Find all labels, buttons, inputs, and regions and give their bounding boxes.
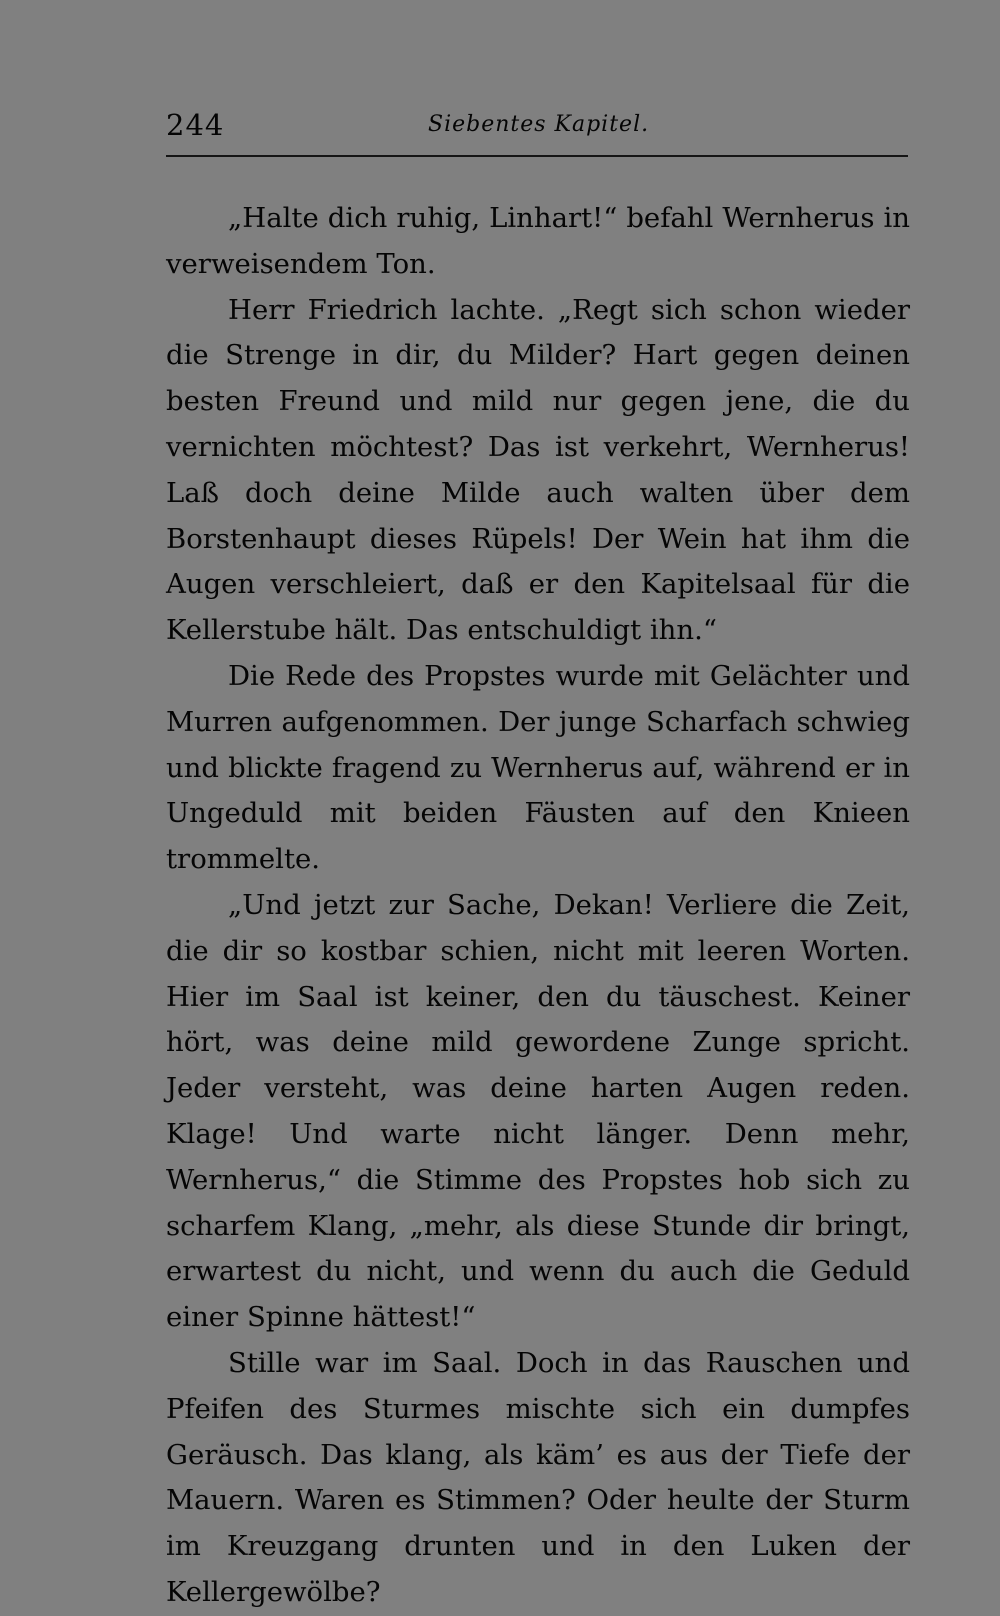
book-page	[166, 0, 910, 1608]
paragraph: Herr Friedrich lachte. „Regt sich schon wieder die Strenge in dir, du Milder? Hart gegen deinen besten Freund und mild nur gegen jene, die du vernichten möchtest? Das ist verkehrt, Wernherus! Laß doch deine Milde auch walten über dem Borstenhaupt dieses Rüpels! Der Wein hat ihm die Augen verschleiert, daß er den Kapitelsaal für die Kellerstube hält. Das entschuldigt ihn.“	[166, 293, 910, 647]
paragraph: „Und jetzt zur Sache, Dekan! Verliere die Zeit, die dir so kostbar schien, nicht mit leeren Worten. Hier im Saal ist keiner, den du täuschest. Keiner hört, was deine mild gewordene Zunge spricht. Jeder versteht, was deine harten Augen reden. Klage! Und warte nicht länger. Denn mehr, Wernherus,“ die Stimme des Propstes hob sich zu scharfem Klang, „mehr, als diese Stunde dir bringt, erwartest du nicht, und wenn du auch die Geduld einer Spinne hättest!“	[166, 888, 910, 1334]
header-rule	[166, 155, 908, 157]
body-text	[166, 196, 910, 1616]
paragraph: Die Rede des Propstes wurde mit Gelächter und Murren aufgenommen. Der junge Scharfach schwieg und blickte fragend zu Wernherus auf, während er in Ungeduld mit beiden Fäusten auf den Knieen trommelte.	[166, 659, 910, 876]
paragraph: „Halte dich ruhig, Linhart!“ befahl Wernherus in verweisendem Ton.	[166, 202, 910, 280]
paragraph: Stille war im Saal. Doch in das Rauschen und Pfeifen des Sturmes mischte sich ein dumpfes Geräusch. Das klang, als käm’ es aus der Tiefe der Mauern. Waren es Stimmen? Oder heulte der Sturm im Kreuzgang drunten und in den Luken der Kellergewölbe?	[166, 1346, 910, 1608]
page-header	[166, 108, 906, 148]
running-title: Siebentes Kapitel.	[428, 112, 650, 137]
page-number: 244	[166, 108, 225, 142]
